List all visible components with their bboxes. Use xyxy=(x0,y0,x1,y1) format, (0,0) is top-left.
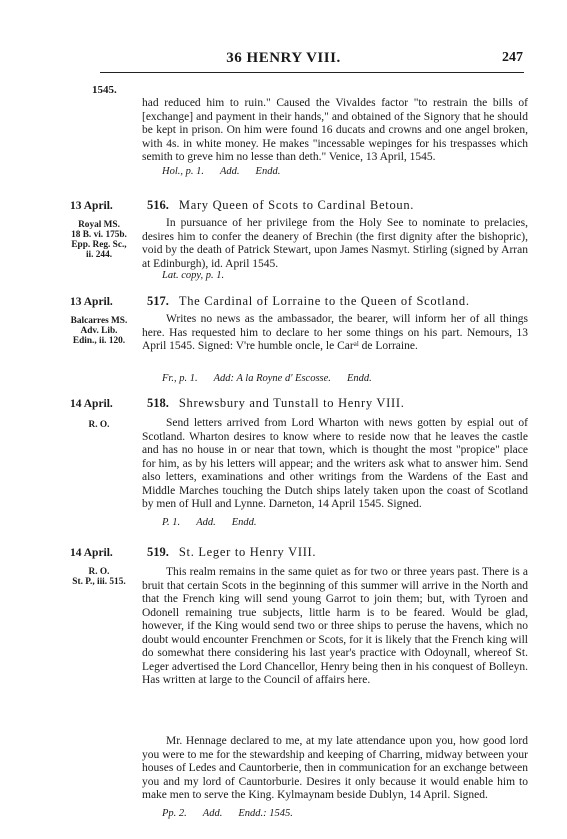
entry-number: 519. xyxy=(147,545,169,559)
entry-heading xyxy=(147,294,470,309)
entry-date: 13 April. xyxy=(70,296,113,308)
page-number: 247 xyxy=(502,50,523,65)
ref-line: Epp. Reg. Sc., xyxy=(71,240,127,250)
entry-note xyxy=(162,517,257,528)
entry-title: Shrewsbury and Tunstall to Henry VIII. xyxy=(178,396,405,410)
ref-line: ii. 244. xyxy=(85,250,113,260)
entry-text: Send letters arrived from Lord Wharton with news gotten by espial out of Scotland. Wharton desires to know where to reside now that he leaves the castle and has no house in or near that town, which is thought the most "propice" place for him, as by his letters will appear; and the writers ask what to answer him. Send also letters, examinations and other writings from the Wardens of the East and Middle Marches touching the Dutch ships lately taken upon the coast of Scotland by men of Hull and Lynne. Darneton, 14 April 1545. Signed. xyxy=(142,417,528,510)
entry-title: The Cardinal of Lorraine to the Queen of Scotland. xyxy=(178,294,470,308)
entry-title: St. Leger to Henry VIII. xyxy=(178,545,317,559)
entry-text: In pursuance of her privilege from the Holy See to nominate to prelacies, desires him to confer the deanery of Brechin (the first dignity after the bishopric), void by the death of Patrick Stewart, upon James Nasmyt. Stirling (signed by Arran at Edinburgh), id. April 1545. xyxy=(142,217,528,270)
entry-heading xyxy=(147,198,414,213)
note-part: Add. xyxy=(220,166,240,177)
note-part: Fr., p. 1. xyxy=(162,373,198,384)
continuation-note xyxy=(162,166,280,177)
continuation-text: had reduced him to ruin." Caused the Vivaldes factor "to restrain the bills of [exchange] and payment in their hands," and obtained of the Signory that he should be kept in prison. On him were found 16 ducats and crowns and one angel broken, with 4s. in white money. He makes "incessable wepinges for his trespasses which semith to greve him no lesse than deth." Venice, 13 April, 1545. xyxy=(142,97,528,163)
entry-date: 14 April. xyxy=(70,398,113,410)
entry-note xyxy=(162,270,224,281)
ref-line: 18 B. vi. 175b. xyxy=(71,230,127,240)
header-rule xyxy=(100,72,524,73)
note-part: P. 1. xyxy=(162,517,181,528)
ref-line: Adv. Lib. xyxy=(80,326,118,336)
note-part: Endd. xyxy=(231,517,257,528)
entry-heading xyxy=(147,396,405,411)
entry-date: 14 April. xyxy=(70,547,113,559)
entry-note xyxy=(162,808,293,819)
header-title: 36 HENRY VIII. xyxy=(226,50,341,66)
note-part: Hol., p. 1. xyxy=(162,166,204,177)
entry-source-ref xyxy=(58,316,140,346)
running-header xyxy=(0,50,567,68)
entry-source-ref xyxy=(58,567,140,587)
entry-source-ref xyxy=(58,220,140,260)
ref-line: R. O. xyxy=(88,420,110,430)
ref-line: R. O. xyxy=(88,567,110,577)
note-part: Add. xyxy=(196,517,216,528)
ref-line: St. P., iii. 515. xyxy=(72,577,126,587)
note-part: Endd. xyxy=(255,166,281,177)
entry-text: This realm remains in the same quiet as for two or three years past. There is a bruit that certain Scots in the beginning of this summer will arrive in the North and that the French king will send young Garrot to join them; but, with Tyroen and Odonell remaining true subjects, little harm is to be feared. Would be glad, however, if the King would send two or three ships to peruse the havens, which no doubt would encounter Frenchmen or Scots, for it is likely that the French king will do somewhat there considering his last year's practice with Odoynall, whereof St. Leger advertised the Lord Chancellor, Henry being then in his conquest of Bolleyn. Has written at large to the Council of affairs here. xyxy=(142,566,528,686)
entry-number: 518. xyxy=(147,396,169,410)
entry-date: 13 April. xyxy=(70,200,113,212)
entry-text-continued: Mr. Hennage declared to me, at my late attendance upon you, how good lord you were to me for the stewardship and keeping of Charring, midway between your houses of Ledes and Cauntorberie, then in communication for an exchange between you and my lord of Cauntorburie. Desires it only because it would enable him to make men to serve the King. Kylmaynam beside Dublyn, 14 April. Signed. xyxy=(142,735,528,801)
ref-line: Royal MS. xyxy=(78,220,120,230)
year-marker: 1545. xyxy=(92,84,117,96)
entry-text: Writes no news as the ambassador, the bearer, will inform her of all things here. Has requested him to declare to her some things on his part. Nemours, 13 April 1545. Signed: V're humble oncle, le Carᵃˡ de Lorraine. xyxy=(142,313,528,352)
entry-source-ref xyxy=(58,420,140,430)
note-part: Pp. 2. xyxy=(162,808,187,819)
note-part: Endd. xyxy=(346,373,372,384)
ref-line: Balcarres MS. xyxy=(70,316,128,326)
entry-title: Mary Queen of Scots to Cardinal Betoun. xyxy=(178,198,415,212)
ref-line: Edin., ii. 120. xyxy=(72,336,126,346)
entry-note xyxy=(162,373,372,384)
note-part: Lat. copy, p. 1. xyxy=(162,270,225,281)
note-part: Add: A la Royne d' Escosse. xyxy=(213,373,331,384)
entry-heading xyxy=(147,545,316,560)
entry-number: 517. xyxy=(147,294,169,308)
note-part: Add. xyxy=(202,808,223,819)
note-part: Endd.: 1545. xyxy=(238,808,293,819)
entry-number: 516. xyxy=(147,198,169,212)
